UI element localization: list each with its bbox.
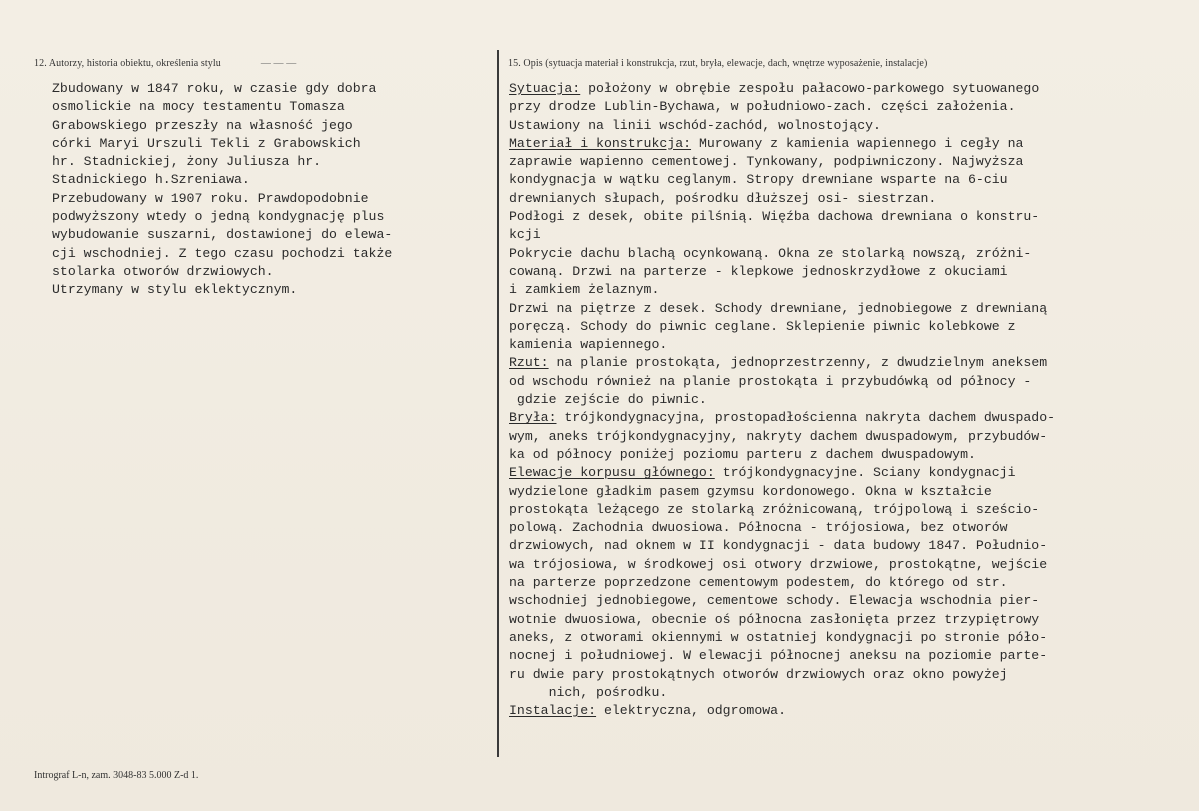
description-line: [509, 281, 1055, 299]
description-text: [509, 80, 1055, 720]
section-label: Bryła:: [509, 410, 557, 426]
description-line: [509, 592, 1055, 610]
description-line: [509, 208, 1055, 226]
line-text: ru dwie pary prostokątnych otworów drzwiowych oraz okno powyżej: [509, 666, 1008, 682]
section-label: Instalacje:: [509, 703, 597, 719]
line-text: wotnie dwuosiowa, obecnie oś północna zasłonięta przez trzypiętrowy: [509, 611, 1040, 627]
line-text: cowaną. Drzwi na parterze - klepkowe jednoskrzydłowe z okuciami: [509, 263, 1008, 279]
line-text: kamienia wapiennego.: [509, 337, 668, 353]
description-line: [509, 373, 1055, 391]
line-text: kcji: [509, 227, 541, 243]
line-text: wa trójosiowa, w środkowej osi otwory drzwiowe, prostokątne, wejście: [509, 556, 1048, 572]
description-line: [509, 117, 1055, 135]
line-text: Drzwi na piętrze z desek. Schody drewniane, jednobiegowe z drewnianą: [509, 300, 1048, 316]
history-line: cji wschodniej. Z tego czasu pochodzi także: [52, 245, 393, 261]
history-line: osmolickie na mocy testamentu Tomasza: [52, 99, 345, 115]
description-line: [509, 666, 1055, 684]
description-line: [509, 629, 1055, 647]
description-line: [509, 391, 1055, 409]
line-text: prostokąta leżącego ze stolarką zróżnicowaną, trójpolową i sześcio-: [509, 501, 1040, 517]
line-text: Murowany z kamienia wapiennego i cegły na: [691, 135, 1024, 151]
line-text: aneks, z otworami okiennymi w ostatniej kondygnacji po stronie póło-: [509, 629, 1048, 645]
line-text: Podłogi z desek, obite pilśnią. Więźba dachowa drewniana o konstru-: [509, 209, 1040, 225]
history-line: Stadnickiego h.Szreniawa.: [52, 172, 250, 188]
section-label: Rzut:: [509, 355, 549, 371]
description-line: [509, 556, 1055, 574]
line-text: Pokrycie dachu blachą ocynkowaną. Okna ze stolarką nowszą, zróżni-: [509, 245, 1032, 261]
description-line: [509, 428, 1055, 446]
description-line: [509, 483, 1055, 501]
line-text: polową. Zachodnia dwuosiowa. Północna - trójosiowa, bez otworów: [509, 520, 1008, 536]
line-text: wschodniej jednobiegowe, cementowe schody. Elewacja wschodnia pier-: [509, 593, 1040, 609]
line-text: gdzie zejście do piwnic.: [509, 392, 707, 408]
line-text: trójkondygnacyjna, prostopadłościenna nakryta dachem dwuspado-: [556, 410, 1056, 426]
line-text: wym, aneks trójkondygnacyjny, nakryty dachem dwuspadowym, przybudów-: [509, 428, 1048, 444]
section-12-title: 12. Autorzy, historia obiektu, określenia stylu: [34, 58, 221, 69]
description-line: [509, 409, 1055, 427]
description-line: [509, 80, 1055, 98]
description-line: [509, 702, 1055, 720]
history-line: córki Maryi Urszuli Tekli z Grabowskich: [52, 135, 361, 151]
column-divider: [497, 50, 499, 757]
line-text: od wschodu również na planie prostokąta i przybudówką od północy -: [509, 373, 1032, 389]
description-line: [509, 537, 1055, 555]
description-line: [509, 245, 1055, 263]
description-line: [509, 574, 1055, 592]
description-line: [509, 647, 1055, 665]
history-line: stolarka otworów drzwiowych.: [52, 263, 274, 279]
description-line: [509, 190, 1055, 208]
history-line: Utrzymany w stylu eklektycznym.: [52, 282, 298, 298]
line-text: drewnianych słupach, pośrodku dłuższej osi- siestrzan.: [509, 190, 937, 206]
section-12-header: [34, 58, 296, 69]
history-line: Zbudowany w 1847 roku, w czasie gdy dobra: [52, 81, 377, 96]
line-text: nocnej i południowej. W elewacji północnej aneksu na poziomie parte-: [509, 648, 1048, 664]
history-line: Grabowskiego przeszły na własność jego: [52, 117, 353, 133]
line-text: trójkondygnacyjne. Sciany kondygnacji: [714, 465, 1016, 481]
line-text: elektryczna, odgromowa.: [596, 703, 786, 719]
line-text: drzwiowych, nad oknem w II kondygnacji - data budowy 1847. Południo-: [509, 538, 1048, 554]
section-label: Materiał i konstrukcja:: [509, 135, 692, 151]
history-line: wybudowanie suszarni, dostawionej do elewa-: [52, 227, 393, 243]
print-footer: Intrograf L-n, zam. 3048-83 5.000 Z-d 1.: [34, 770, 199, 781]
line-text: kondygnacja w wątku ceglanym. Stropy drewniane wsparte na 6-ciu: [509, 172, 1008, 188]
line-text: na planie prostokąta, jednoprzestrzenny, z dwudzielnym aneksem: [548, 355, 1048, 371]
line-text: Ustawiony na linii wschód-zachód, wolnostojący.: [509, 117, 881, 133]
line-text: ka od północy poniżej poziomu parteru z dachem dwuspadowym.: [509, 446, 976, 462]
section-15-header: 15. Opis (sytuacja materiał i konstrukcja, rzut, bryła, elewacje, dach, wnętrze wyposażenie, instalacje): [508, 58, 928, 69]
line-text: poręczą. Schody do piwnic ceglane. Sklepienie piwnic kolebkowe z: [509, 318, 1016, 334]
description-line: [509, 300, 1055, 318]
line-text: położony w obrębie zespołu pałacowo-parkowego sytuowanego: [580, 81, 1040, 96]
line-text: i zamkiem żelaznym.: [509, 282, 660, 298]
description-line: [509, 153, 1055, 171]
description-line: [509, 98, 1055, 116]
description-line: [509, 446, 1055, 464]
history-line: hr. Stadnickiej, żony Juliusza hr.: [52, 154, 322, 170]
description-line: [509, 611, 1055, 629]
history-line: podwyższony wtedy o jedną kondygnację plus: [52, 209, 385, 225]
line-text: na parterze poprzedzone cementowym podestem, do którego od str.: [509, 575, 1008, 591]
description-line: [509, 519, 1055, 537]
header-dash: — — —: [260, 58, 297, 69]
section-label: Elewacje korpusu głównego:: [509, 465, 715, 481]
line-text: zaprawie wapienno cementowej. Tynkowany, podpiwniczony. Najwyższa: [509, 154, 1024, 170]
description-line: [509, 336, 1055, 354]
description-line: [509, 501, 1055, 519]
description-line: [509, 354, 1055, 372]
description-line: [509, 464, 1055, 482]
history-line: Przebudowany w 1907 roku. Prawdopodobnie: [52, 190, 369, 206]
line-text: przy drodze Lublin-Bychawa, w południowo-zach. części założenia.: [509, 99, 1016, 115]
description-line: [509, 135, 1055, 153]
history-text: [52, 80, 392, 300]
description-line: [509, 263, 1055, 281]
description-line: [509, 318, 1055, 336]
line-text: nich, pośrodku.: [509, 684, 668, 700]
description-line: [509, 171, 1055, 189]
description-line: [509, 226, 1055, 244]
section-label: Sytuacja:: [509, 81, 581, 96]
line-text: wydzielone gładkim pasem gzymsu kordonowego. Okna w kształcie: [509, 483, 992, 499]
description-line: [509, 684, 1055, 702]
